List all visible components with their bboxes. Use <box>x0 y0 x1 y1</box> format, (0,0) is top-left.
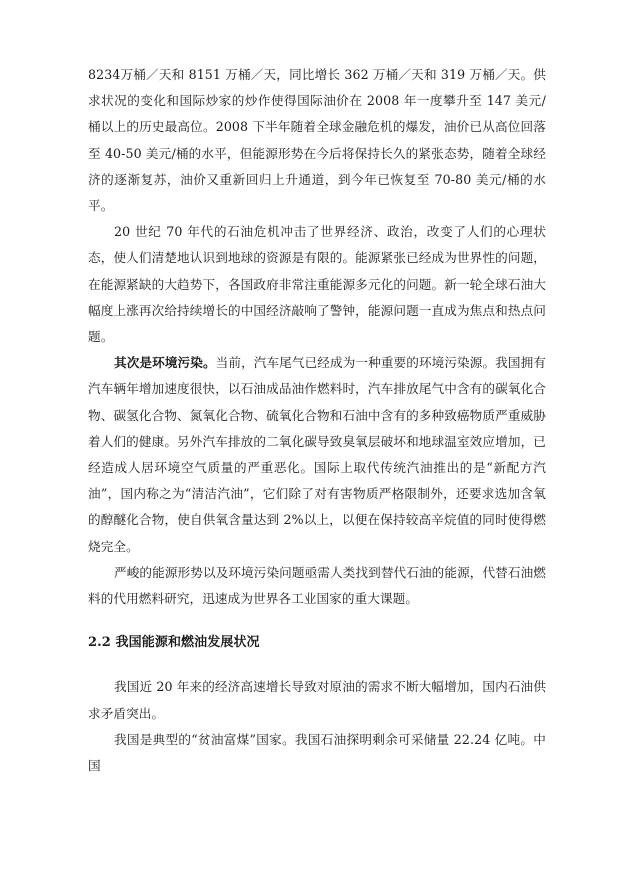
paragraph-5: 我国近 20 年来的经济高速增长导致对原油的需求不断大幅增加，国内石油供求矛盾突出。 <box>88 679 546 721</box>
paragraph-3 <box>88 350 546 560</box>
section-heading: 2.2 我国能源和燃油发展状况 <box>88 635 260 651</box>
paragraph-3-body: 当前，汽车尾气已经成为一种重要的环境污染源。我国拥有汽车辆年增加速度很快，以石油成品油作燃料时，汽车排放尾气中含有的碳氧化合物、碳氢化合物、氮氧化合物、硫氧化合物和石油中含有的多种致癌物质严重威胁着人们的健康。另外汽车排放的二氧化碳导致臭氧层破坏和地球温室效应增加，已经造成人居环境空气质量的严重恶化。国际上取代传统汽油推出的是“新配方汽油”，国内称之为“清洁汽油”，它们除了对有害物质严格限制外，还要求选加含氧的醇醚化合物，使自供氧含量达到 2%以上，以便在保持较高辛烷值的同时使得燃烧完全。 <box>88 355 546 554</box>
paragraph-6: 我国是典型的“贫油富煤”国家。我国石油探明剩余可采储量 22.24 亿吨。中国 <box>88 731 546 774</box>
document-body <box>88 62 546 779</box>
paragraph-4: 严峻的能源形势以及环境污染问题亟需人类找到替代石油的能源，代替石油燃料的代用燃料研究，迅速成为世界各工业国家的重大课题。 <box>88 564 546 607</box>
paragraph-1: 8234万桶／天和 8151 万桶／天，同比增长 362 万桶／天和 319 万桶／天。供求状况的变化和国际炒家的炒作使得国际油价在 2008 年一度攀升至 147 美元/桶以上的历史最高位。2008 下半年随着全球金融危机的爆发，油价已从高位回落至 40-50 美元/桶的水平，但能源形势在今后将保持长久的紧张态势，随着全球经济的逐渐复苏，油价又重新回归上升通道，到今年已恢复至 70-80 美元/桶的水平。 <box>88 67 546 214</box>
paragraph-2: 20 世纪 70 年代的石油危机冲击了世界经济、政治，改变了人们的心理状态，使人们清楚地认识到地球的资源是有限的。能源紧张已经成为世界性的问题，在能源紧缺的大趋势下，各国政府非常注重能源多元化的问题。新一轮全球石油大幅度上涨再次给持续增长的中国经济敲响了警钟，能源问题一直成为焦点和热点问题。 <box>88 224 546 345</box>
paragraph-3-lead: 其次是环境污染。 <box>114 355 216 371</box>
